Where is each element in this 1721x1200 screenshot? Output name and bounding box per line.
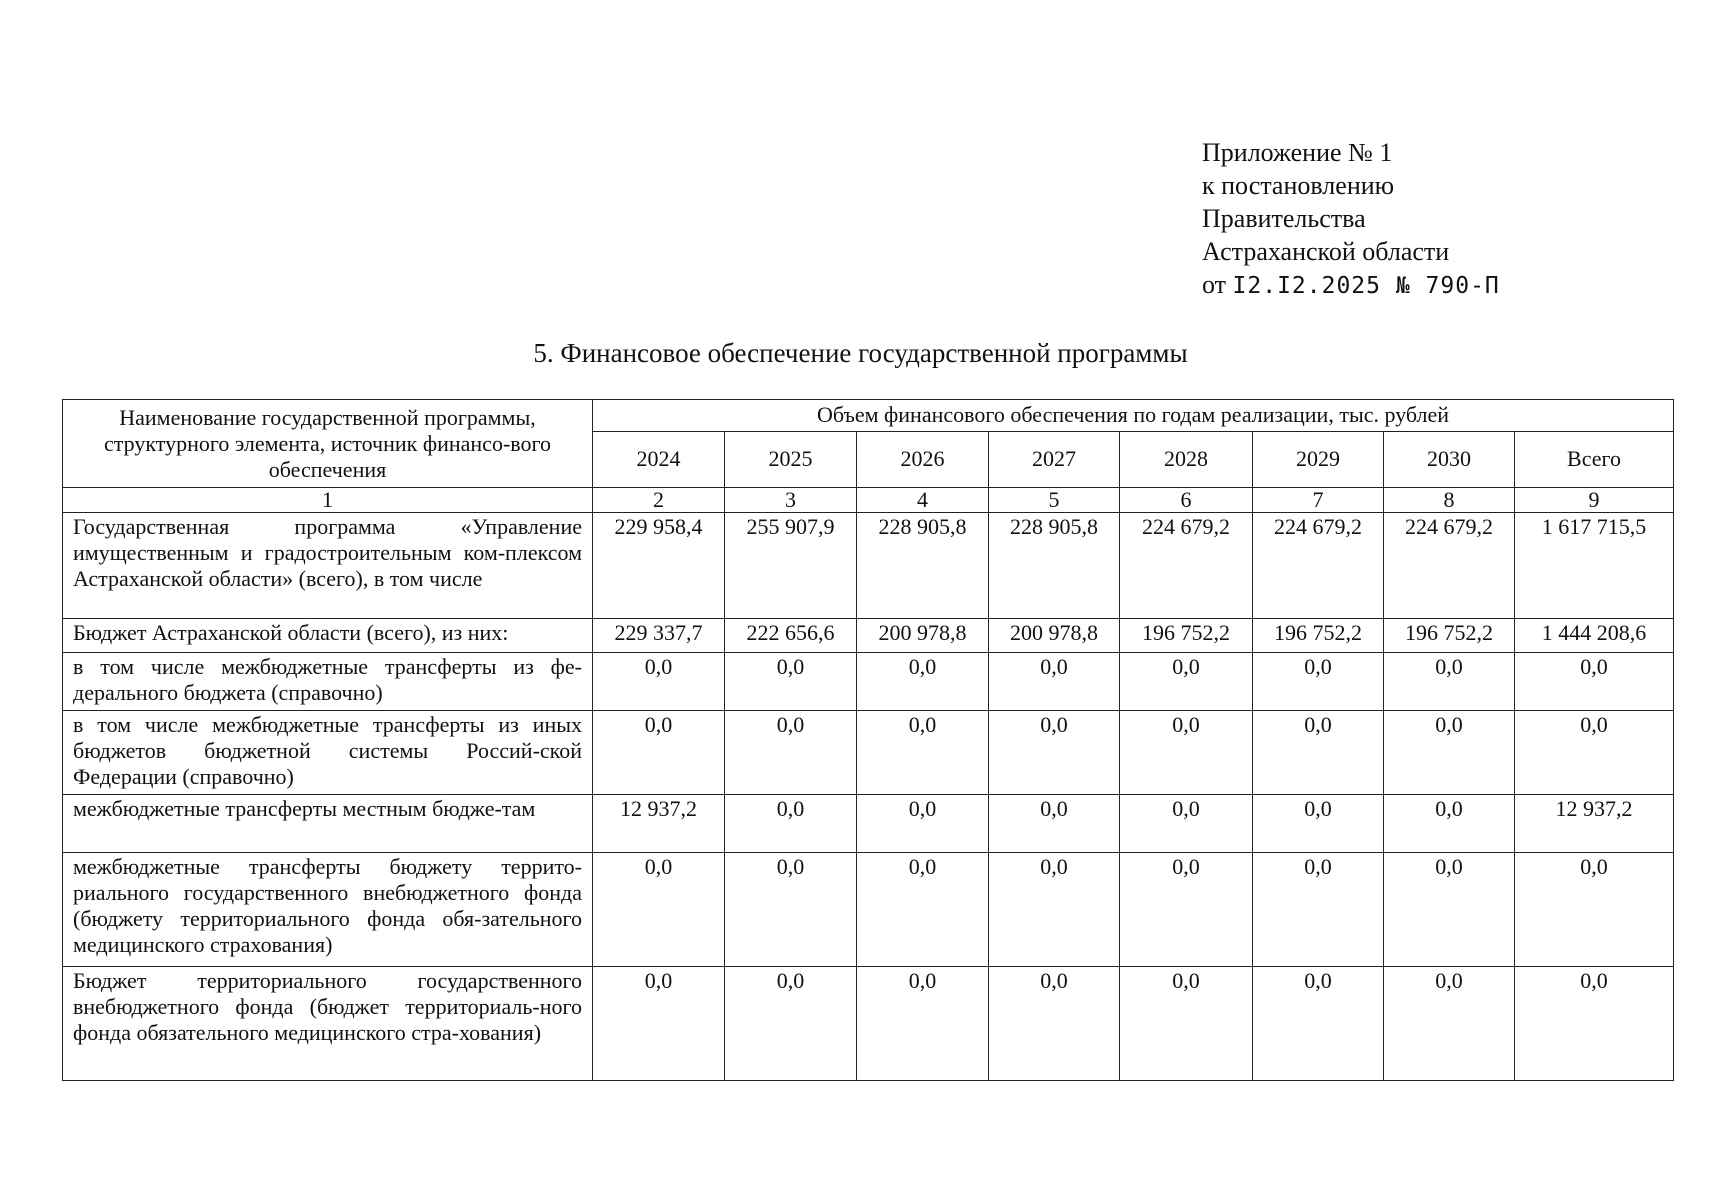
row-value: 0,0: [1253, 795, 1384, 853]
column-number: 4: [857, 488, 989, 513]
row-value: 0,0: [1253, 853, 1384, 967]
row-value: 196 752,2: [1384, 619, 1515, 653]
row-value: 0,0: [989, 853, 1120, 967]
table-row: [63, 513, 1674, 619]
row-value: 0,0: [989, 967, 1120, 1081]
row-value: 0,0: [1384, 653, 1515, 711]
row-name: межбюджетные трансферты бюджету террито-риального государственного внебюджетного фонда (бюджету территориального фонда обя-зательного медицинского страхования): [63, 853, 593, 967]
table-row: [63, 653, 1674, 711]
row-value: 0,0: [989, 795, 1120, 853]
row-total: 0,0: [1515, 711, 1674, 795]
row-value: 0,0: [725, 853, 857, 967]
row-name: Бюджет территориального государственного внебюджетного фонда (бюджет территориаль-ного фонда обязательного медицинского стра-хования): [63, 967, 593, 1081]
table-row: [63, 711, 1674, 795]
appendix-line-2: к постановлению: [1202, 171, 1395, 200]
section-title: 5. Финансовое обеспечение государственной программы: [533, 338, 1188, 368]
row-total: 0,0: [1515, 967, 1674, 1081]
row-value: 0,0: [857, 711, 989, 795]
year-header: 2025: [725, 432, 857, 488]
year-header: 2028: [1120, 432, 1253, 488]
row-value: 0,0: [857, 653, 989, 711]
row-value: 0,0: [593, 967, 725, 1081]
row-value: 228 905,8: [989, 513, 1120, 619]
row-value: 255 907,9: [725, 513, 857, 619]
appendix-date-prefix: от: [1202, 270, 1227, 299]
row-name: Государственная программа «Управление имущественным и градостроительным ком-плексом Астраханской области» (всего), в том числе: [63, 513, 593, 619]
header-volume-cell: [593, 400, 1674, 432]
row-total: 0,0: [1515, 853, 1674, 967]
appendix-line-1: Приложение № 1: [1202, 138, 1393, 167]
row-value: 0,0: [1120, 711, 1253, 795]
year-header: 2030: [1384, 432, 1515, 488]
row-value: 0,0: [725, 967, 857, 1081]
row-total: 1 617 715,5: [1515, 513, 1674, 619]
column-number: 2: [593, 488, 725, 513]
appendix-block: [1202, 136, 1500, 303]
appendix-line-4: Астраханской области: [1202, 237, 1450, 266]
header-volume-text: Объем финансового обеспечения по годам реализации, тыс. рублей: [816, 402, 1450, 427]
row-value: 0,0: [1384, 711, 1515, 795]
row-value: 0,0: [1253, 711, 1384, 795]
appendix-date-line: [1202, 268, 1500, 303]
column-number: 6: [1120, 488, 1253, 513]
row-value: 224 679,2: [1253, 513, 1384, 619]
row-value: 0,0: [989, 653, 1120, 711]
row-value: 0,0: [593, 711, 725, 795]
row-value: 222 656,6: [725, 619, 857, 653]
row-value: 12 937,2: [593, 795, 725, 853]
column-numbers-row: [63, 488, 1674, 513]
row-value: 196 752,2: [1253, 619, 1384, 653]
row-value: 0,0: [1384, 967, 1515, 1081]
row-total: 12 937,2: [1515, 795, 1674, 853]
row-value: 0,0: [593, 653, 725, 711]
row-value: 0,0: [725, 795, 857, 853]
row-value: 0,0: [857, 853, 989, 967]
row-value: 0,0: [857, 967, 989, 1081]
header-name-cell: [63, 400, 593, 488]
row-total: 0,0: [1515, 653, 1674, 711]
table-row: [63, 853, 1674, 967]
row-value: 0,0: [857, 795, 989, 853]
row-name: в том числе межбюджетные трансферты из иных бюджетов бюджетной системы Россий-ской Федерации (справочно): [63, 711, 593, 795]
year-header: 2026: [857, 432, 989, 488]
row-name: Бюджет Астраханской области (всего), из них:: [63, 619, 593, 653]
appendix-line-3: Правительства: [1202, 204, 1366, 233]
row-name: межбюджетные трансферты местным бюдже-там: [63, 795, 593, 853]
table-row: [63, 619, 1674, 653]
row-value: 0,0: [593, 853, 725, 967]
row-value: 0,0: [1120, 967, 1253, 1081]
total-header: Всего: [1515, 432, 1674, 488]
table-row: [63, 795, 1674, 853]
row-value: 0,0: [1384, 853, 1515, 967]
column-number: 5: [989, 488, 1120, 513]
row-value: 0,0: [1120, 853, 1253, 967]
row-value: 200 978,8: [857, 619, 989, 653]
column-number: 1: [63, 488, 593, 513]
year-header: 2027: [989, 432, 1120, 488]
column-number: 3: [725, 488, 857, 513]
row-total: 1 444 208,6: [1515, 619, 1674, 653]
row-value: 228 905,8: [857, 513, 989, 619]
column-number: 8: [1384, 488, 1515, 513]
row-value: 229 958,4: [593, 513, 725, 619]
row-name: в том числе межбюджетные трансферты из фе-дерального бюджета (справочно): [63, 653, 593, 711]
row-value: 224 679,2: [1384, 513, 1515, 619]
row-value: 0,0: [1253, 967, 1384, 1081]
row-value: 224 679,2: [1120, 513, 1253, 619]
financing-table: [62, 399, 1674, 1081]
row-value: 196 752,2: [1120, 619, 1253, 653]
year-header: 2024: [593, 432, 725, 488]
year-header: 2029: [1253, 432, 1384, 488]
row-value: 0,0: [989, 711, 1120, 795]
column-number: 9: [1515, 488, 1674, 513]
appendix-date-number: I2.I2.2025 № 790-П: [1232, 273, 1500, 299]
row-value: 0,0: [725, 711, 857, 795]
header-name-text: Наименование государственной программы, структурного элемента, источник финансо-вого обеспечения: [104, 404, 551, 482]
row-value: 0,0: [725, 653, 857, 711]
column-number: 7: [1253, 488, 1384, 513]
row-value: 0,0: [1384, 795, 1515, 853]
row-value: 229 337,7: [593, 619, 725, 653]
row-value: 0,0: [1120, 795, 1253, 853]
row-value: 0,0: [1120, 653, 1253, 711]
row-value: 200 978,8: [989, 619, 1120, 653]
row-value: 0,0: [1253, 653, 1384, 711]
table-row: [63, 967, 1674, 1081]
